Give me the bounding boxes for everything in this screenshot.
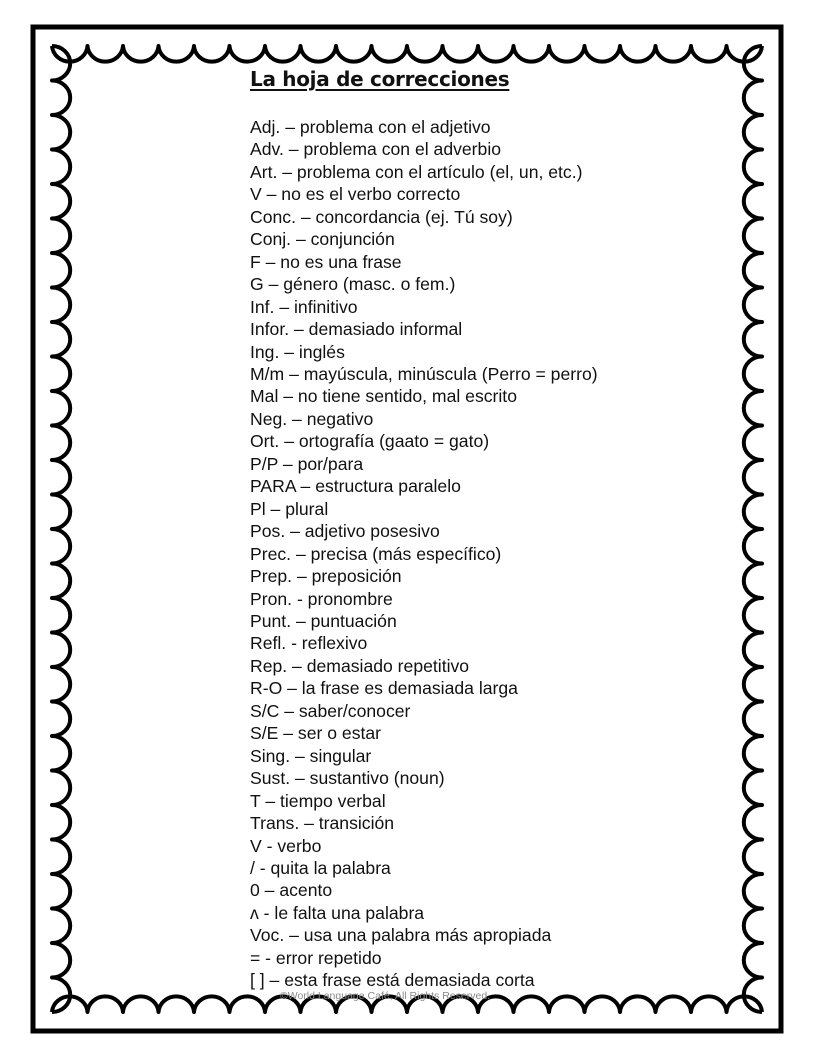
correction-entry: Voc. – usa una palabra más apropiada	[250, 925, 552, 946]
correction-entry: Trans. – transición	[250, 813, 395, 834]
correction-entry: Art. – problema con el artículo (el, un, etc.)	[250, 161, 583, 182]
correction-entry: F – no es una frase	[250, 251, 402, 272]
border-scallops	[52, 46, 762, 62]
correction-entry: Sust. – sustantivo (noun)	[250, 768, 445, 789]
correction-entry: = - error repetido	[250, 947, 382, 968]
correction-entry: M/m – mayúscula, minúscula (Perro = perro)	[250, 363, 598, 384]
correction-entry: Mal – no tiene sentido, mal escrito	[250, 386, 517, 407]
correction-entry: Neg. – negativo	[250, 408, 374, 429]
correction-entry: Refl. - reflexivo	[250, 633, 368, 654]
correction-entry: Rep. – demasiado repetitivo	[250, 655, 470, 676]
correction-entry: Inf. – infinitivo	[250, 296, 358, 317]
correction-entry: T – tiempo verbal	[250, 790, 386, 811]
correction-entry: Pl – plural	[250, 498, 329, 519]
correction-code-list	[250, 116, 598, 992]
copyright-footer: ©World Language Café, All Rights Reserved.	[280, 990, 491, 1002]
correction-entry: S/E – ser o estar	[250, 723, 382, 744]
correction-entry: Ing. – inglés	[250, 341, 345, 362]
correction-entry: Adv. – problema con el adverbio	[250, 139, 502, 160]
correction-entry: V – no es el verbo correcto	[250, 184, 461, 205]
correction-entry: Adj. – problema con el adjetivo	[250, 117, 491, 137]
correction-entry: Ort. – ortografía (gaato = gato)	[250, 431, 490, 452]
correction-entry: Infor. – demasiado informal	[250, 319, 463, 340]
page-title: La hoja de correcciones	[250, 67, 510, 91]
correction-entry: Conc. – concordancia (ej. Tú soy)	[250, 206, 513, 227]
correction-entry: Pos. – adjetivo posesivo	[250, 521, 440, 542]
correction-entry: Prep. – preposición	[250, 566, 402, 587]
border-scallops	[52, 46, 70, 1012]
correction-entry: P/P – por/para	[250, 453, 364, 474]
correction-entry: Conj. – conjunción	[250, 229, 395, 250]
correction-entry: R-O – la frase es demasiada larga	[250, 678, 518, 699]
correction-entry: 0 – acento	[250, 880, 333, 901]
border-scallops	[744, 46, 762, 1012]
correction-entry: S/C – saber/conocer	[250, 700, 411, 721]
correction-entry: ʌ - le falta una palabra	[250, 902, 425, 923]
correction-entry: PARA – estructura paralelo	[250, 476, 461, 497]
correction-entry: Pron. - pronombre	[250, 588, 393, 609]
correction-entry: / - quita la palabra	[250, 857, 391, 878]
correction-entry: Sing. – singular	[250, 745, 372, 766]
correction-entry: V - verbo	[250, 835, 322, 856]
correction-entry: [ ] – esta frase está demasiada corta	[250, 970, 535, 991]
correction-entry: Punt. – puntuación	[250, 610, 397, 631]
correction-entry: Prec. – precisa (más específico)	[250, 543, 502, 564]
correction-entry: G – género (masc. o fem.)	[250, 274, 456, 295]
